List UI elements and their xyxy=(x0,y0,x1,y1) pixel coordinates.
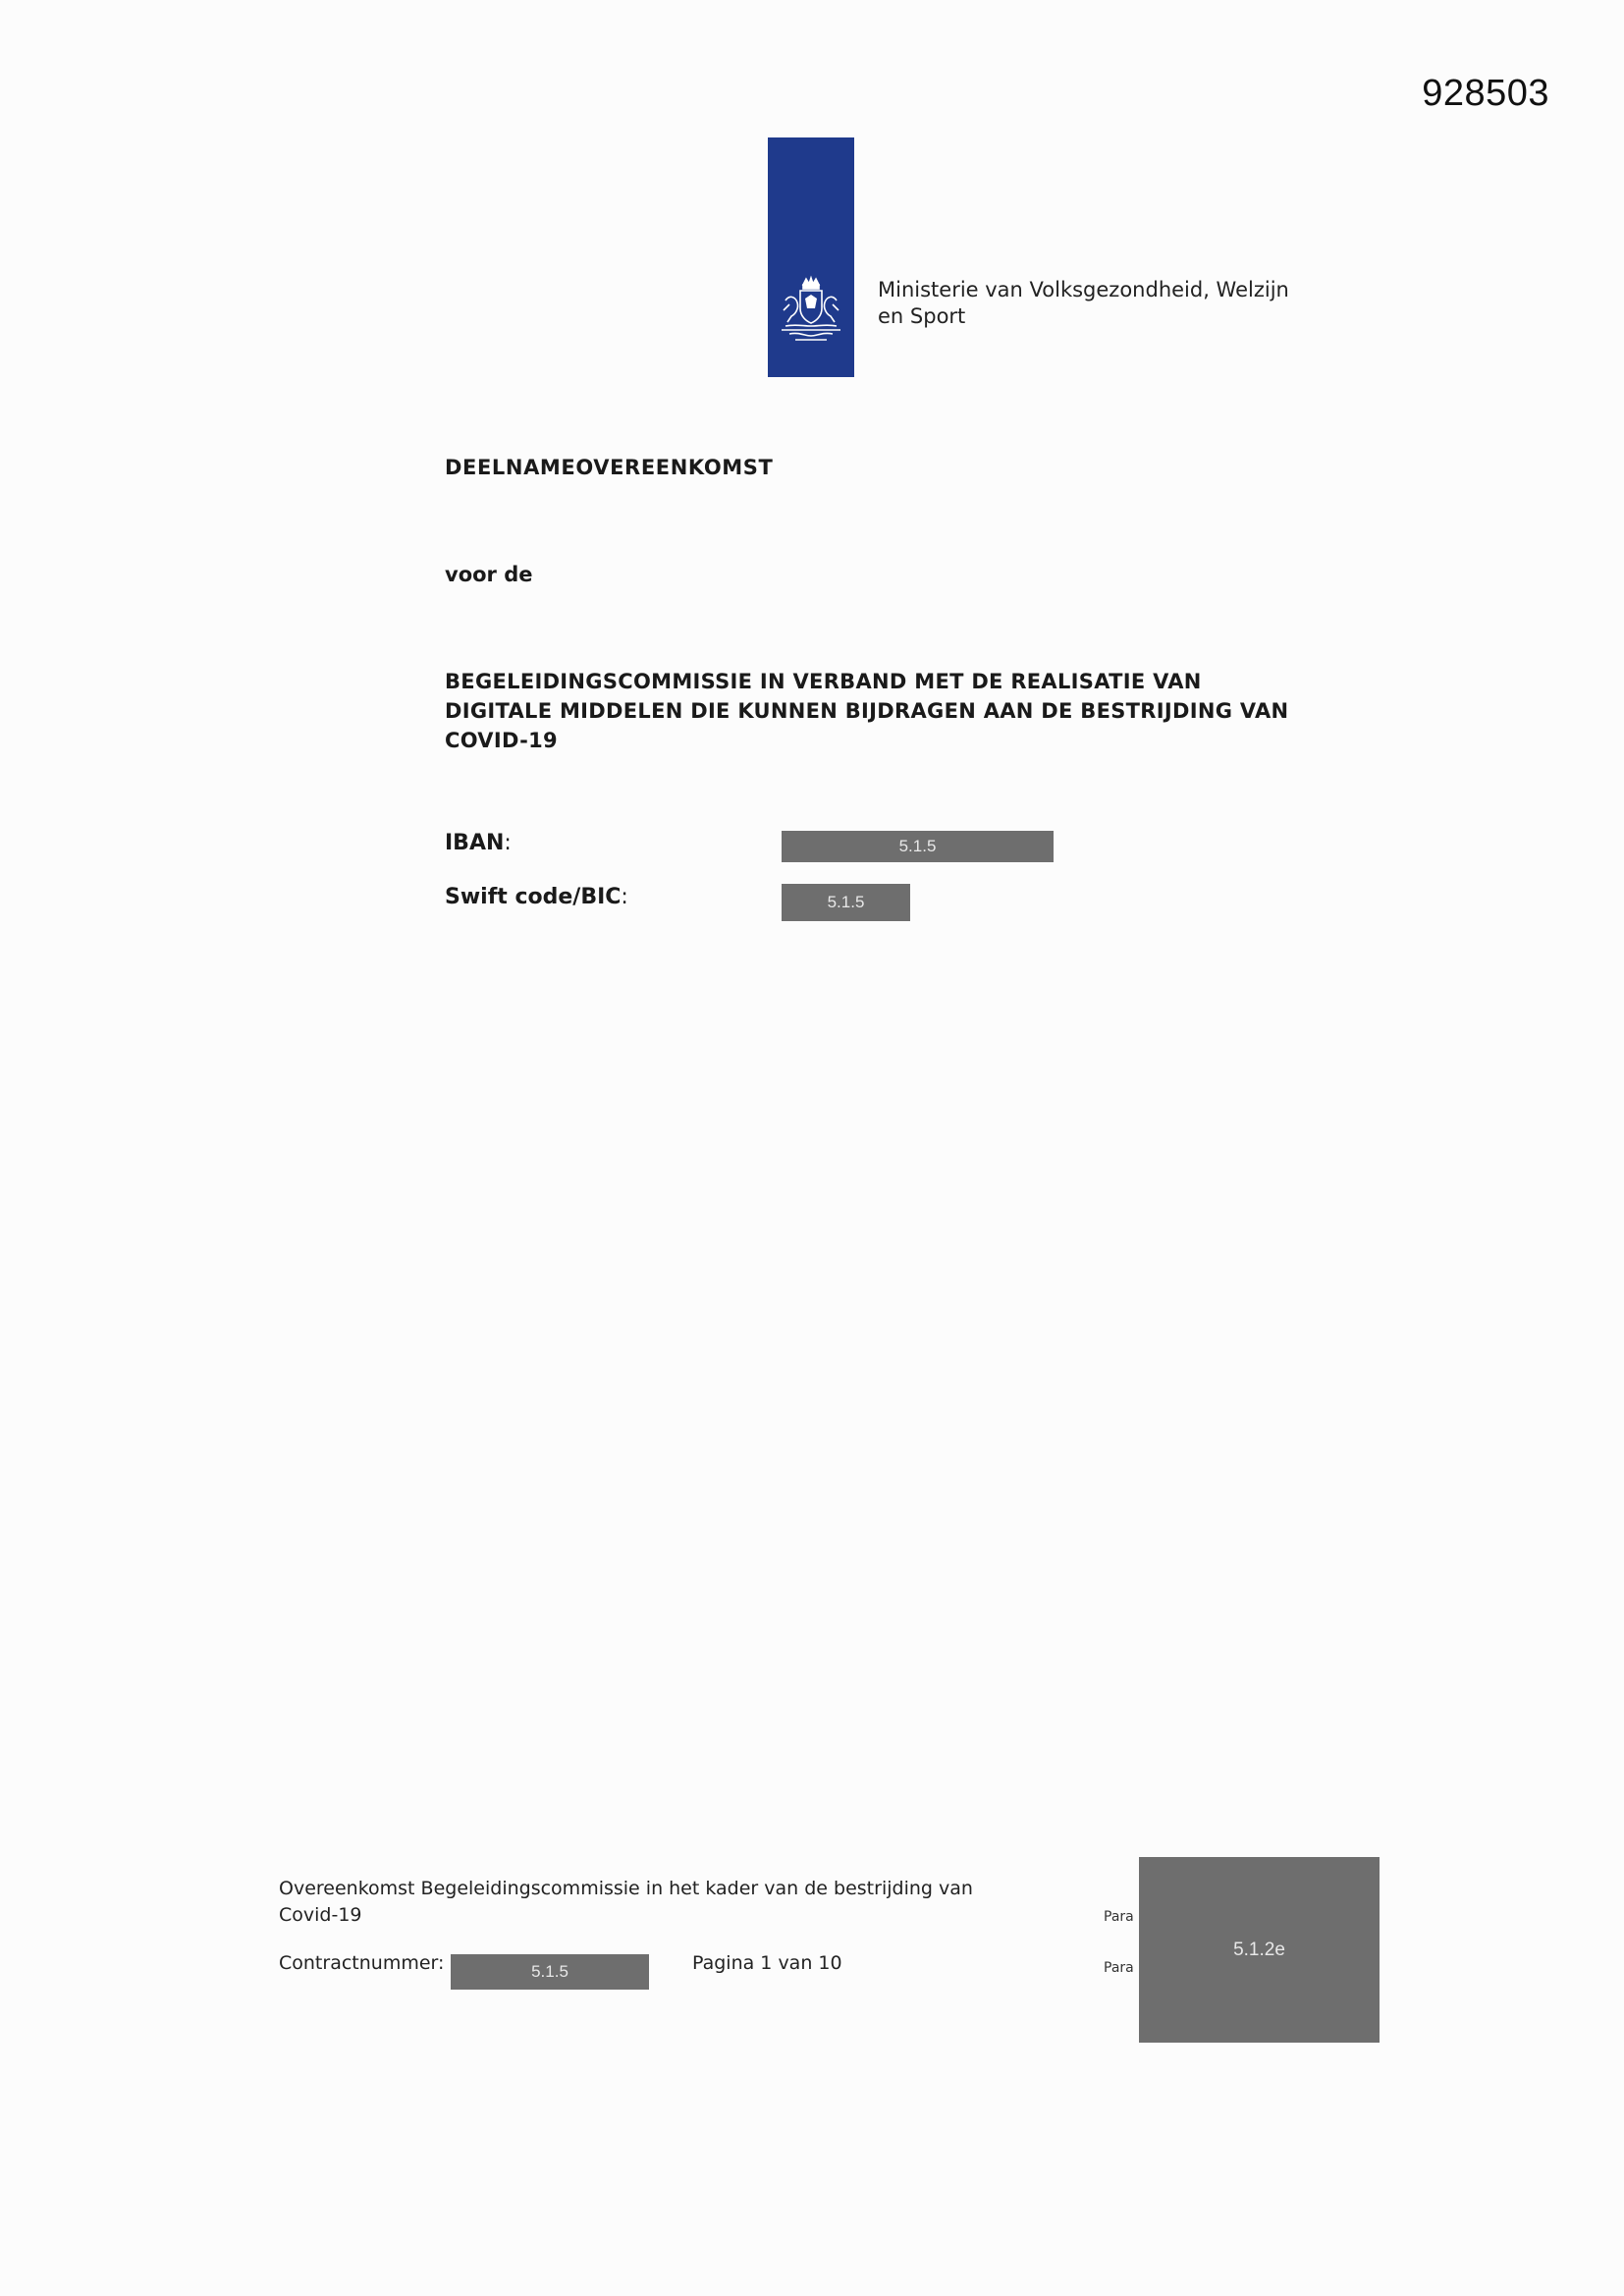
swift-colon: : xyxy=(621,885,628,909)
contract-number-redaction xyxy=(451,1954,649,1990)
swift-redaction-code: 5.1.5 xyxy=(827,893,865,911)
subject-line-1: BEGELEIDINGSCOMMISSIE IN VERBAND MET DE REALISATIE VAN xyxy=(445,670,1202,693)
ministry-name-line2: en Sport xyxy=(878,304,966,328)
swift-label-text: Swift code/BIC xyxy=(445,885,622,909)
voor-de-text: voor de xyxy=(445,563,533,586)
footer-line-1: Overeenkomst Begeleidingscommissie in het kader van de bestrijding van xyxy=(279,1878,973,1899)
ministry-name xyxy=(878,277,1329,330)
iban-label xyxy=(445,831,512,855)
signature-redaction xyxy=(1139,1857,1380,2043)
rijksoverheid-logo xyxy=(768,137,854,377)
subject-heading xyxy=(445,667,1348,755)
ministry-name-line1: Ministerie van Volksgezondheid, Welzijn xyxy=(878,278,1289,301)
subject-line-3: COVID-19 xyxy=(445,729,558,752)
subject-line-2: DIGITALE MIDDELEN DIE KUNNEN BIJDRAGEN AAN DE BESTRIJDING VAN xyxy=(445,699,1289,723)
iban-label-text: IBAN xyxy=(445,831,505,855)
footer-line-2: Covid-19 xyxy=(279,1904,362,1926)
iban-colon: : xyxy=(504,831,512,855)
iban-redaction-code: 5.1.5 xyxy=(898,837,937,855)
paraaf-label-1: Para xyxy=(1104,1909,1134,1925)
document-number: 928503 xyxy=(1422,73,1549,114)
paraaf-label-2: Para xyxy=(1104,1960,1134,1976)
coat-of-arms-icon xyxy=(776,275,846,354)
footer-description xyxy=(279,1876,1015,1929)
swift-label xyxy=(445,885,628,909)
document-title: DEELNAMEOVEREENKOMST xyxy=(445,456,774,479)
iban-redaction xyxy=(782,831,1054,862)
page-indicator: Pagina 1 van 10 xyxy=(692,1952,842,1974)
contract-number-code: 5.1.5 xyxy=(531,1962,568,1981)
signature-redaction-code: 5.1.2e xyxy=(1233,1939,1285,1960)
contract-number-label: Contractnummer: xyxy=(279,1952,445,1974)
swift-redaction xyxy=(782,884,910,921)
